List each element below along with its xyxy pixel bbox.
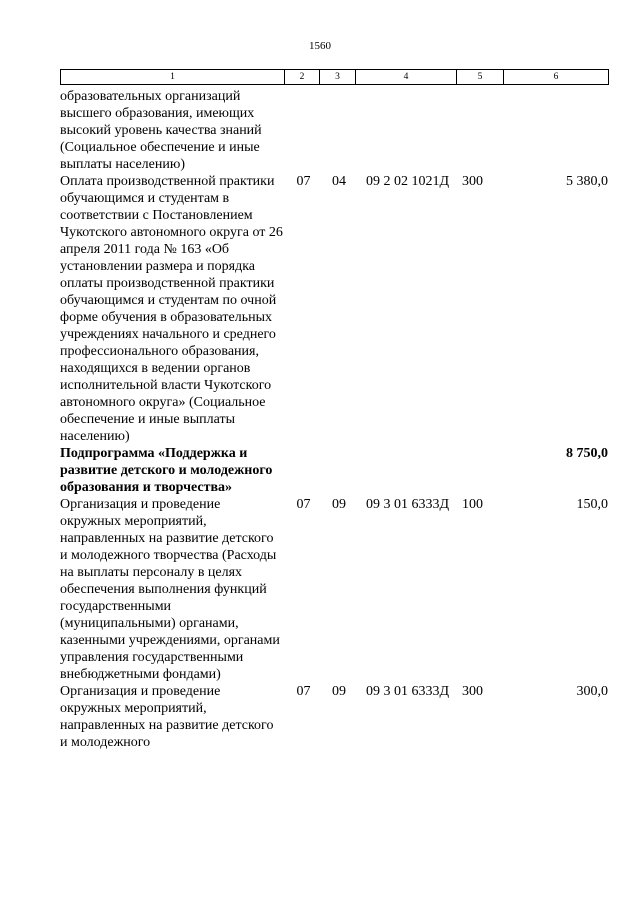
row-target-article [357,445,458,496]
row-target-article: 09 3 01 6333Д [365,497,450,512]
row-name: Организация и проведение окружных мероприятий, направленных на развитие детского и молодежного творчества (Расходы на выплаты персоналу в целях обеспечения выполнения функций государственными (муниципальными) органами, казенными учреждениями, органами управления государственными внебюджетными фондами) [60,497,280,682]
row-target-article [357,88,458,173]
table-row [60,683,610,751]
header-col-subsection: 3 [320,70,356,85]
header-col-target-article: 4 [356,70,457,85]
header-col-section: 2 [285,70,320,85]
row-target-article: 09 3 01 6333Д [365,684,450,699]
row-name: Оплата производственной практики обучающимся и студентам в соответствии с Постановлением Чукотского автономного округа от 26 апреля 2011 года № 163 «Об установлении размера и порядка оплаты производственной практики обучающимся и студентам по очной форме обучения в образовательных учреждениях начального и среднего профессионального образования, находящихся в ведении органов исполнительной власти Чукотского автономного округа» (Социальное обеспечение и иные выплаты населению) [60,174,283,444]
row-expense-type: 300 [462,684,483,699]
row-amount [505,88,610,173]
row-subsection: 09 [332,684,346,699]
header-col-name: 1 [61,70,285,85]
subprogram-amount: 8 750,0 [566,446,608,461]
row-section [286,445,321,496]
table-row [60,88,610,173]
row-expense-type: 300 [462,174,483,189]
row-subsection: 04 [332,174,346,189]
row-amount: 5 380,0 [566,174,608,189]
row-section [286,88,321,173]
row-name: образовательных организаций высшего образования, имеющих высокий уровень качества знаний (Социальное обеспечение и иные выплаты населению) [60,89,262,172]
row-amount: 300,0 [576,684,608,699]
table-row [60,496,610,683]
table-row [60,173,610,445]
row-subsection [321,445,357,496]
table-row-subprogram [60,445,610,496]
row-expense-type [458,445,505,496]
row-section: 07 [296,174,311,189]
page-number: 1560 [309,40,331,52]
header-col-amount: 6 [504,70,609,85]
row-amount: 150,0 [576,497,608,512]
row-expense-type [458,88,505,173]
subprogram-title: Подпрограмма «Поддержка и развитие детского и молодежного образования и творчества» [60,446,273,495]
row-target-article: 09 2 02 1021Д [365,174,450,189]
row-section: 07 [296,684,311,699]
column-header-row [60,69,609,85]
row-section: 07 [296,497,311,512]
row-subsection: 09 [332,497,346,512]
header-col-expense-type: 5 [457,70,504,85]
row-expense-type: 100 [462,497,483,512]
row-name: Организация и проведение окружных мероприятий, направленных на развитие детского и молодежного [60,684,274,750]
budget-table [60,88,610,751]
row-subsection [321,88,357,173]
